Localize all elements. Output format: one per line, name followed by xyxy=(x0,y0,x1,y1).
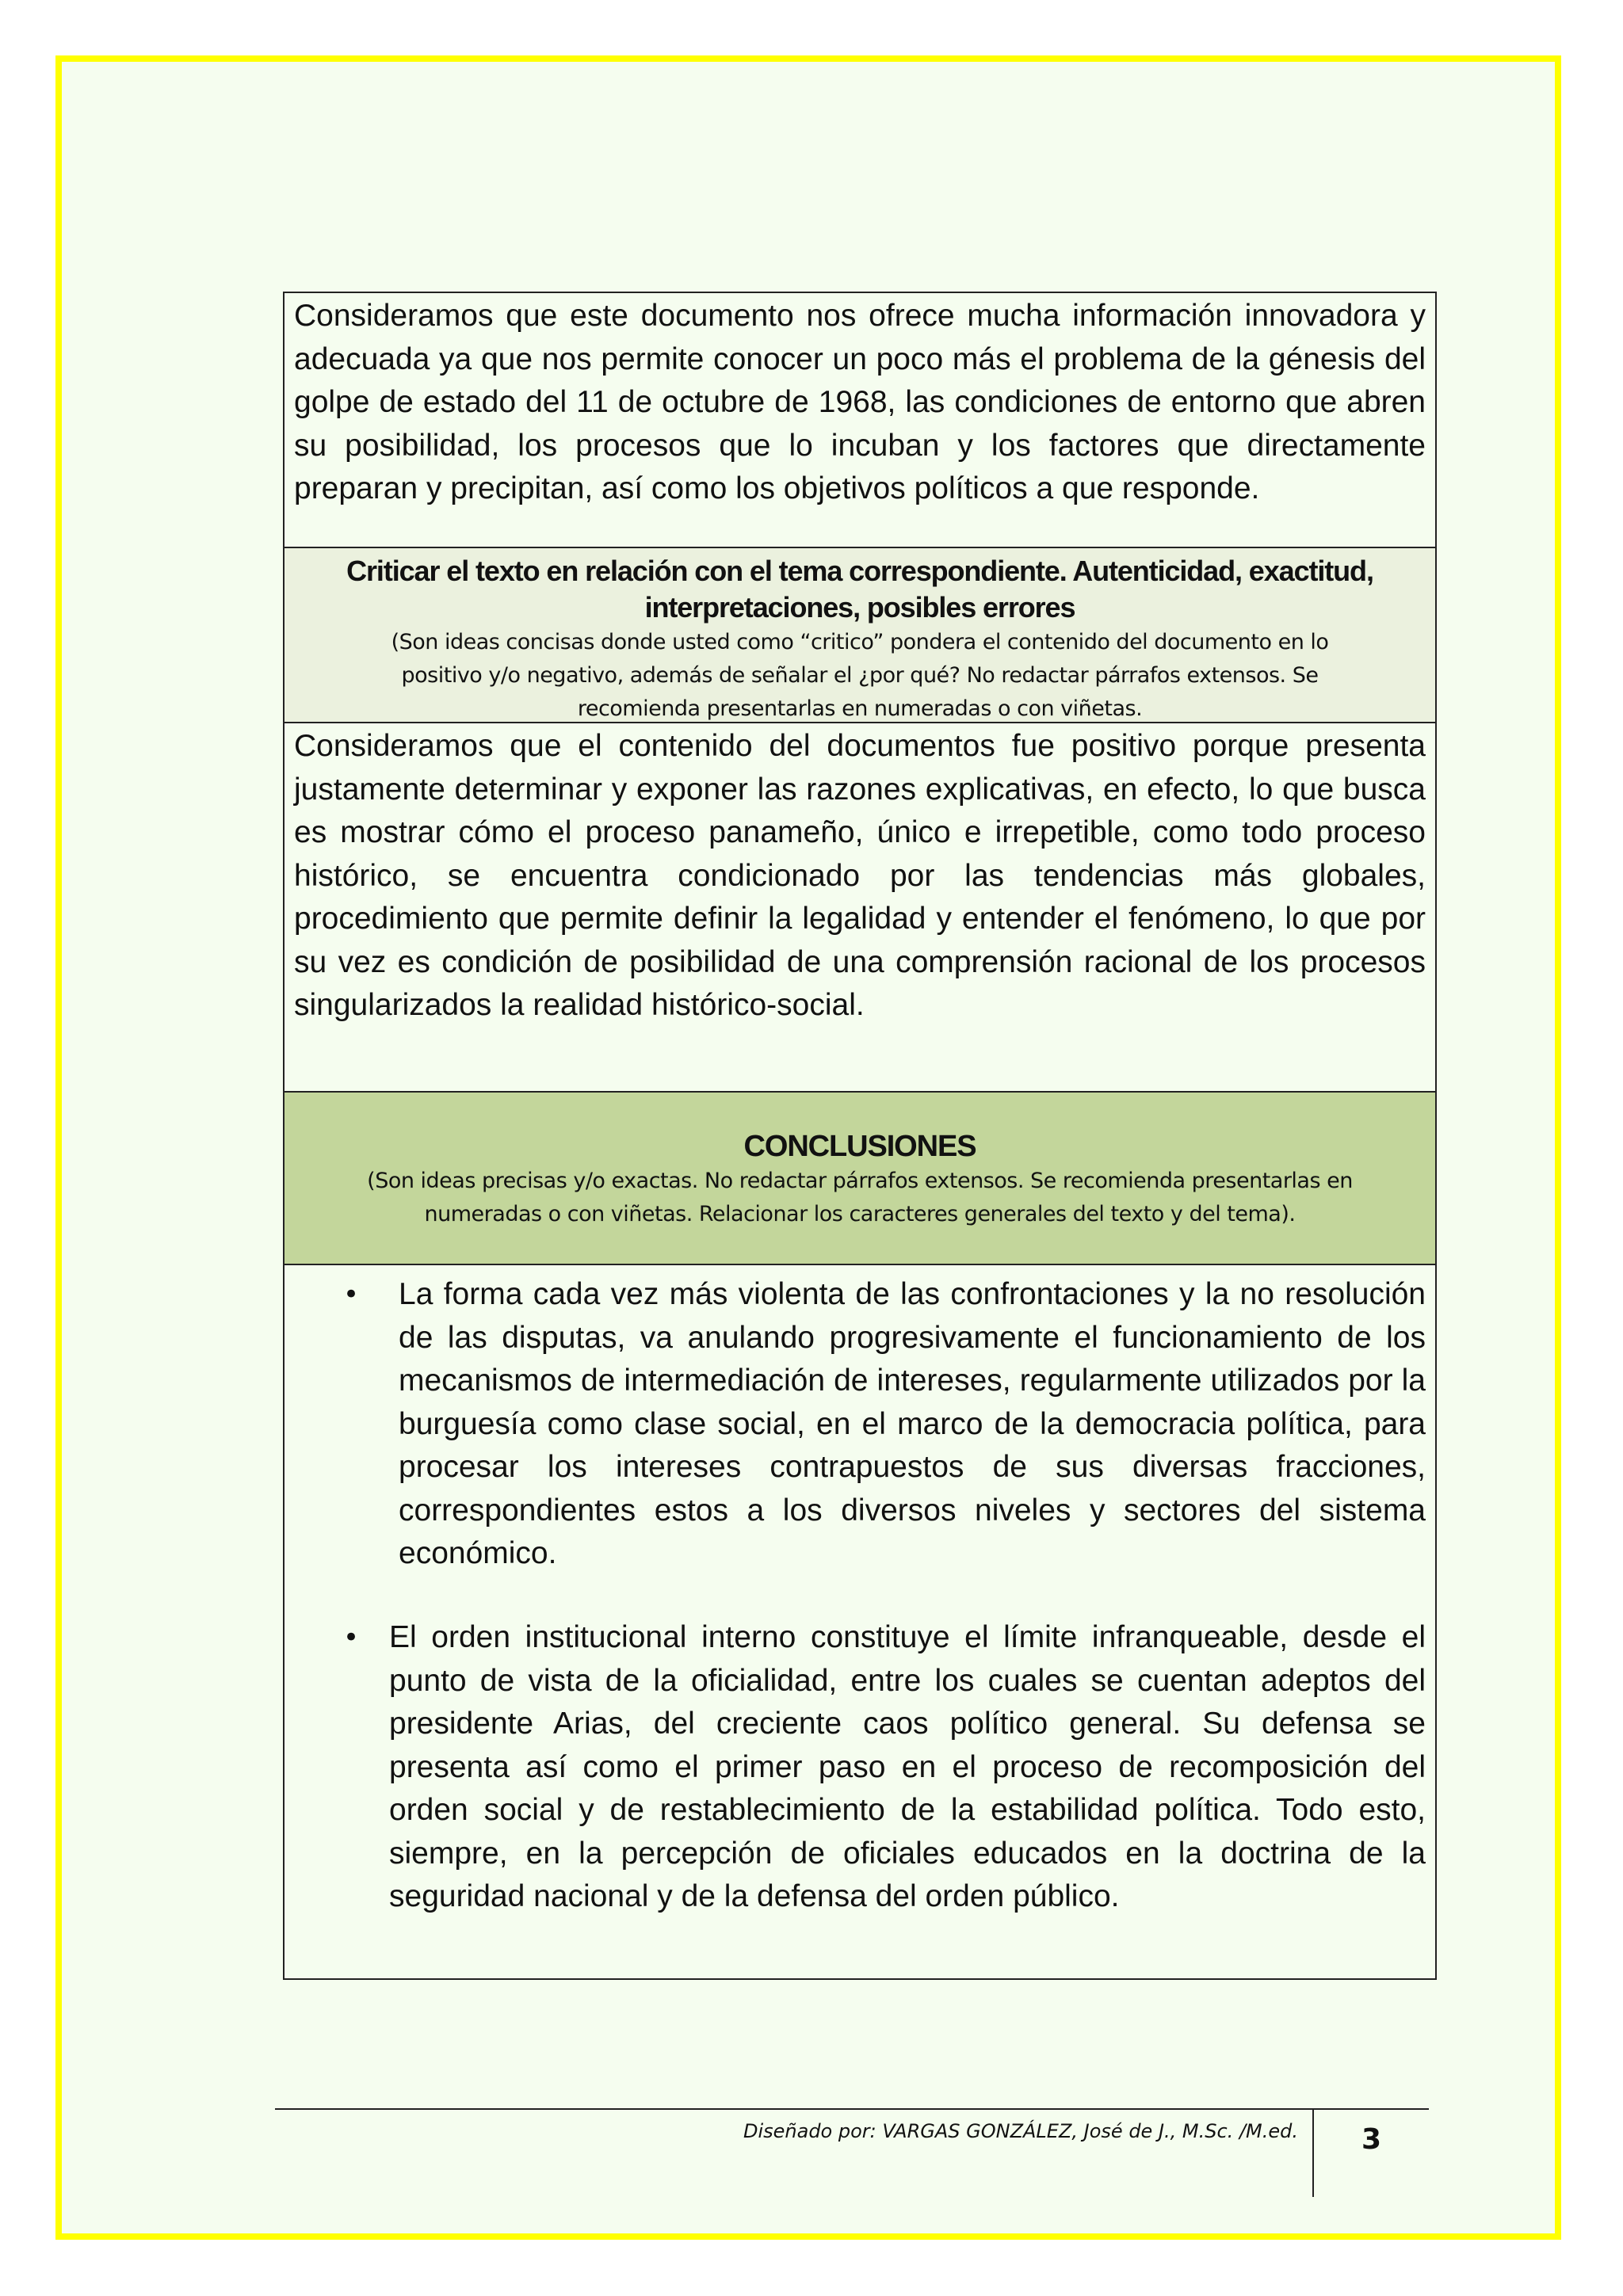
critique-answer-row xyxy=(285,723,1435,1093)
intro-row xyxy=(285,293,1435,548)
footer-vertical-divider xyxy=(1312,2108,1314,2197)
conclusions-note-line-1: (Son ideas precisas y/o exactas. No redactar párrafos extensos. Se recomienda presentarlas en xyxy=(367,1169,1353,1193)
footer-divider xyxy=(275,2108,1429,2110)
bullet-icon: • xyxy=(343,1279,360,1310)
critique-note-line-3: recomienda presentarlas en numeradas o con viñetas. xyxy=(577,696,1143,721)
conclusions-heading: CONCLUSIONES xyxy=(743,1130,976,1163)
critique-heading-line-2: interpretaciones, posibles errores xyxy=(644,591,1075,624)
critique-note-line-1: (Son ideas concisas donde usted como “critico” pondera el contenido del documento en lo xyxy=(391,630,1329,654)
conclusions-note-line-2: numeradas o con viñetas. Relacionar los caracteres generales del texto y del tema). xyxy=(424,1202,1296,1226)
footer-credit: Diseñado por: VARGAS GONZÁLEZ, José de J., M.Sc. /M.ed. xyxy=(743,2120,1298,2142)
conclusions-row xyxy=(285,1265,1435,1978)
critique-paragraph: Consideramos que el contenido del documentos fue positivo porque presenta justamente determinar y exponer las razones explicativas, en efecto, lo que busca es mostrar cómo el proceso panameño, único e irrepetible, como todo proceso histórico, se encuentra condicionado por las tendencias más globales, procedimiento que permite definir la legalidad y entender el fenómeno, lo que por su vez es condición de posibilidad de una comprensión racional de los procesos singularizados la realidad histórico-social. xyxy=(294,729,1426,1022)
intro-paragraph: Consideramos que este documento nos ofrece mucha información innovadora y adecuada ya que nos permite conocer un poco más el problema de la génesis del golpe de estado del 11 de octubre de 1968, las condiciones de entorno que abren su posibilidad, los procesos que lo incuban y los factores que directamente preparan y precipitan, así como los objetivos políticos a que responde. xyxy=(294,299,1426,505)
page-number: 3 xyxy=(1361,2123,1382,2156)
critique-heading-row xyxy=(285,548,1435,723)
conclusions-heading-row xyxy=(285,1093,1435,1265)
bullet-icon: • xyxy=(343,1622,360,1653)
critique-note-line-2: positivo y/o negativo, además de señalar el ¿por qué? No redactar párrafos extensos. Se xyxy=(401,663,1319,688)
conclusion-bullet-1: La forma cada vez más violenta de las confrontaciones y la no resolución de las disputas, va anulando progresivamente el funcionamiento de los mecanismos de intermediación de intereses, regularmente utilizados por la burguesía como clase social, en el marco de la democracia política, para procesar los intereses contrapuestos de sus diversas fracciones, correspondientes estos a los diversos niveles y sectores del sistema económico. xyxy=(399,1277,1426,1570)
analysis-table xyxy=(283,292,1437,1980)
conclusion-bullet-2: El orden institucional interno constituye el límite infranqueable, desde el punto de vista de la oficialidad, entre los cuales se cuentan adeptos del presidente Arias, del creciente caos político general. Su defensa se presenta así como el primer paso en el proceso de recomposición del orden social y de restablecimiento de la estabilidad política. Todo esto, siempre, en la percepción de oficiales educados en la doctrina de la seguridad nacional y de la defensa del orden público. xyxy=(389,1620,1426,1913)
critique-heading-line-1: Criticar el texto en relación con el tema correspondiente. Autenticidad, exactitud, xyxy=(346,555,1373,587)
